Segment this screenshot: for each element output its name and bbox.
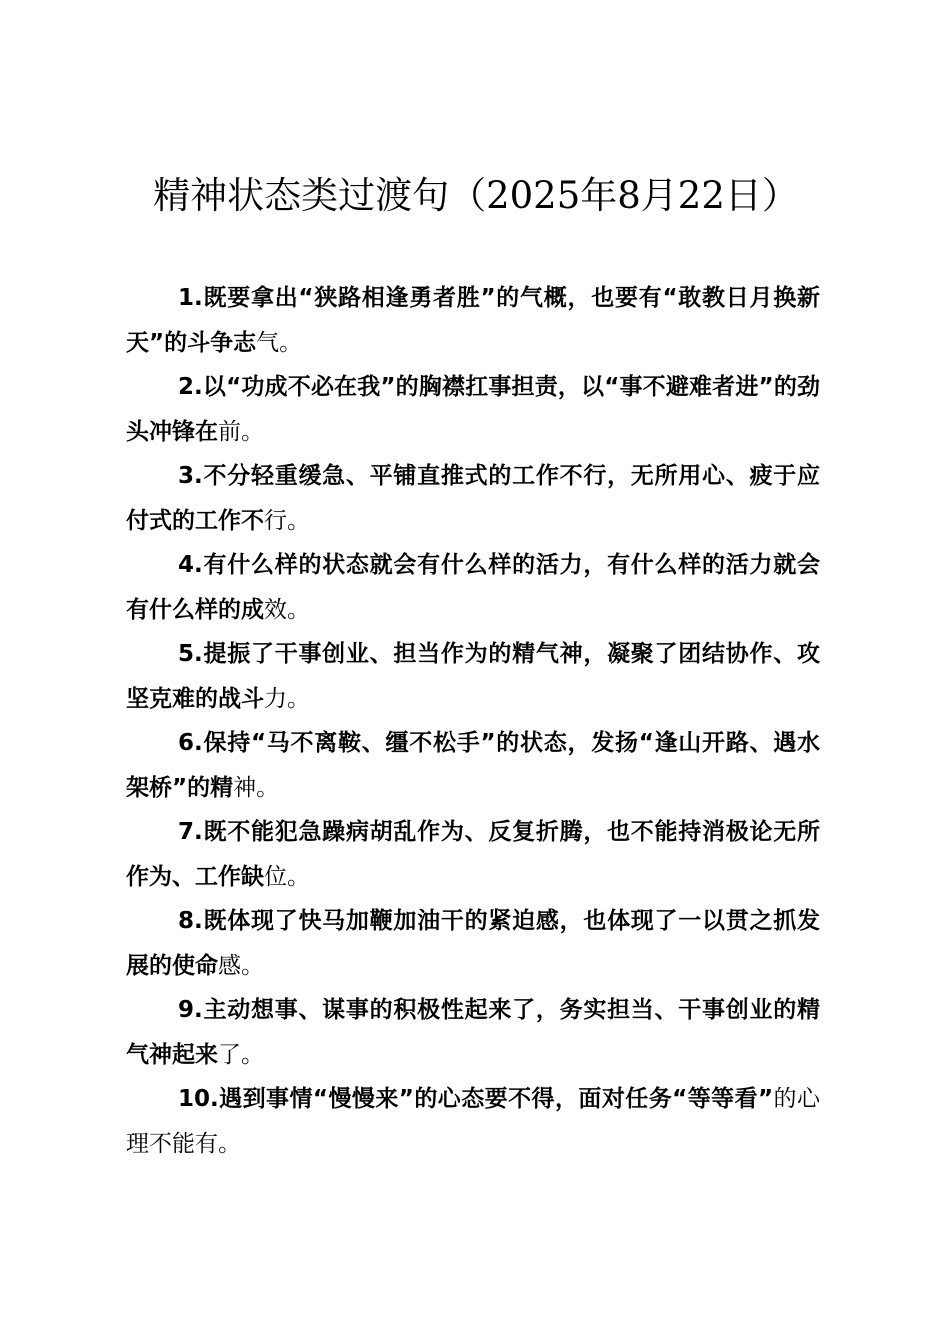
paragraph-bold-text: 10.遇到事情“慢慢来”的心态要不得，面对任务“等等看” <box>178 1086 774 1112</box>
paragraph <box>126 899 820 988</box>
paragraph <box>126 721 820 810</box>
paragraph-ending-text: 神。 <box>233 774 280 801</box>
paragraph-bold-text: 5.提振了干事创业、担当作为的精气神，凝聚了团结协作、攻坚克难的战斗 <box>126 641 820 712</box>
paragraph-bold-text: 3.不分轻重缓急、平铺直推式的工作不行，无所用心、疲于应付式的工作不 <box>126 463 820 534</box>
paragraph <box>126 632 820 721</box>
paragraph <box>126 810 820 899</box>
paragraph-bold-text: 6.保持“马不离鞍、缰不松手”的状态，发扬“逢山开路、遇水架桥”的精 <box>126 730 820 801</box>
paragraph-ending-text: 力。 <box>264 685 310 712</box>
paragraph <box>126 988 820 1077</box>
paragraph-bold-text: 8.既体现了快马加鞭加油干的紧迫感，也体现了一以贯之抓发展的使命 <box>126 908 820 979</box>
paragraph-ending-text: 的心理不能有。 <box>126 1086 820 1157</box>
paragraph <box>126 1077 820 1166</box>
paragraph <box>126 454 820 543</box>
paragraph-ending-text: 气。 <box>256 329 303 356</box>
paragraph-bold-text: 1.既要拿出“狭路相逢勇者胜”的气概，也要有“敢教日月换新天”的斗争志 <box>126 285 820 356</box>
paragraph-ending-text: 感。 <box>218 952 264 979</box>
document-body <box>126 276 820 1166</box>
paragraph-ending-text: 前。 <box>218 418 264 445</box>
paragraph-ending-text: 了。 <box>218 1041 264 1068</box>
paragraph-bold-text: 2.以“功成不必在我”的胸襟扛事担责，以“事不避难者进”的劲头冲锋在 <box>126 374 820 445</box>
paragraph-bold-text: 9.主动想事、谋事的积极性起来了，务实担当、干事创业的精气神起来 <box>126 997 820 1068</box>
paragraph-bold-text: 4.有什么样的状态就会有什么样的活力，有什么样的活力就会有什么样的成 <box>126 552 820 623</box>
paragraph <box>126 276 820 365</box>
paragraph-ending-text: 位。 <box>264 863 310 890</box>
paragraph <box>126 543 820 632</box>
document-title: 精神状态类过渡句（2025年8月22日） <box>153 174 799 217</box>
paragraph <box>126 365 820 454</box>
paragraph-ending-text: 效。 <box>264 596 310 623</box>
paragraph-ending-text: 行。 <box>264 507 310 534</box>
paragraph-bold-text: 7.既不能犯急躁病胡乱作为、反复折腾，也不能持消极论无所作为、工作缺 <box>126 819 820 890</box>
